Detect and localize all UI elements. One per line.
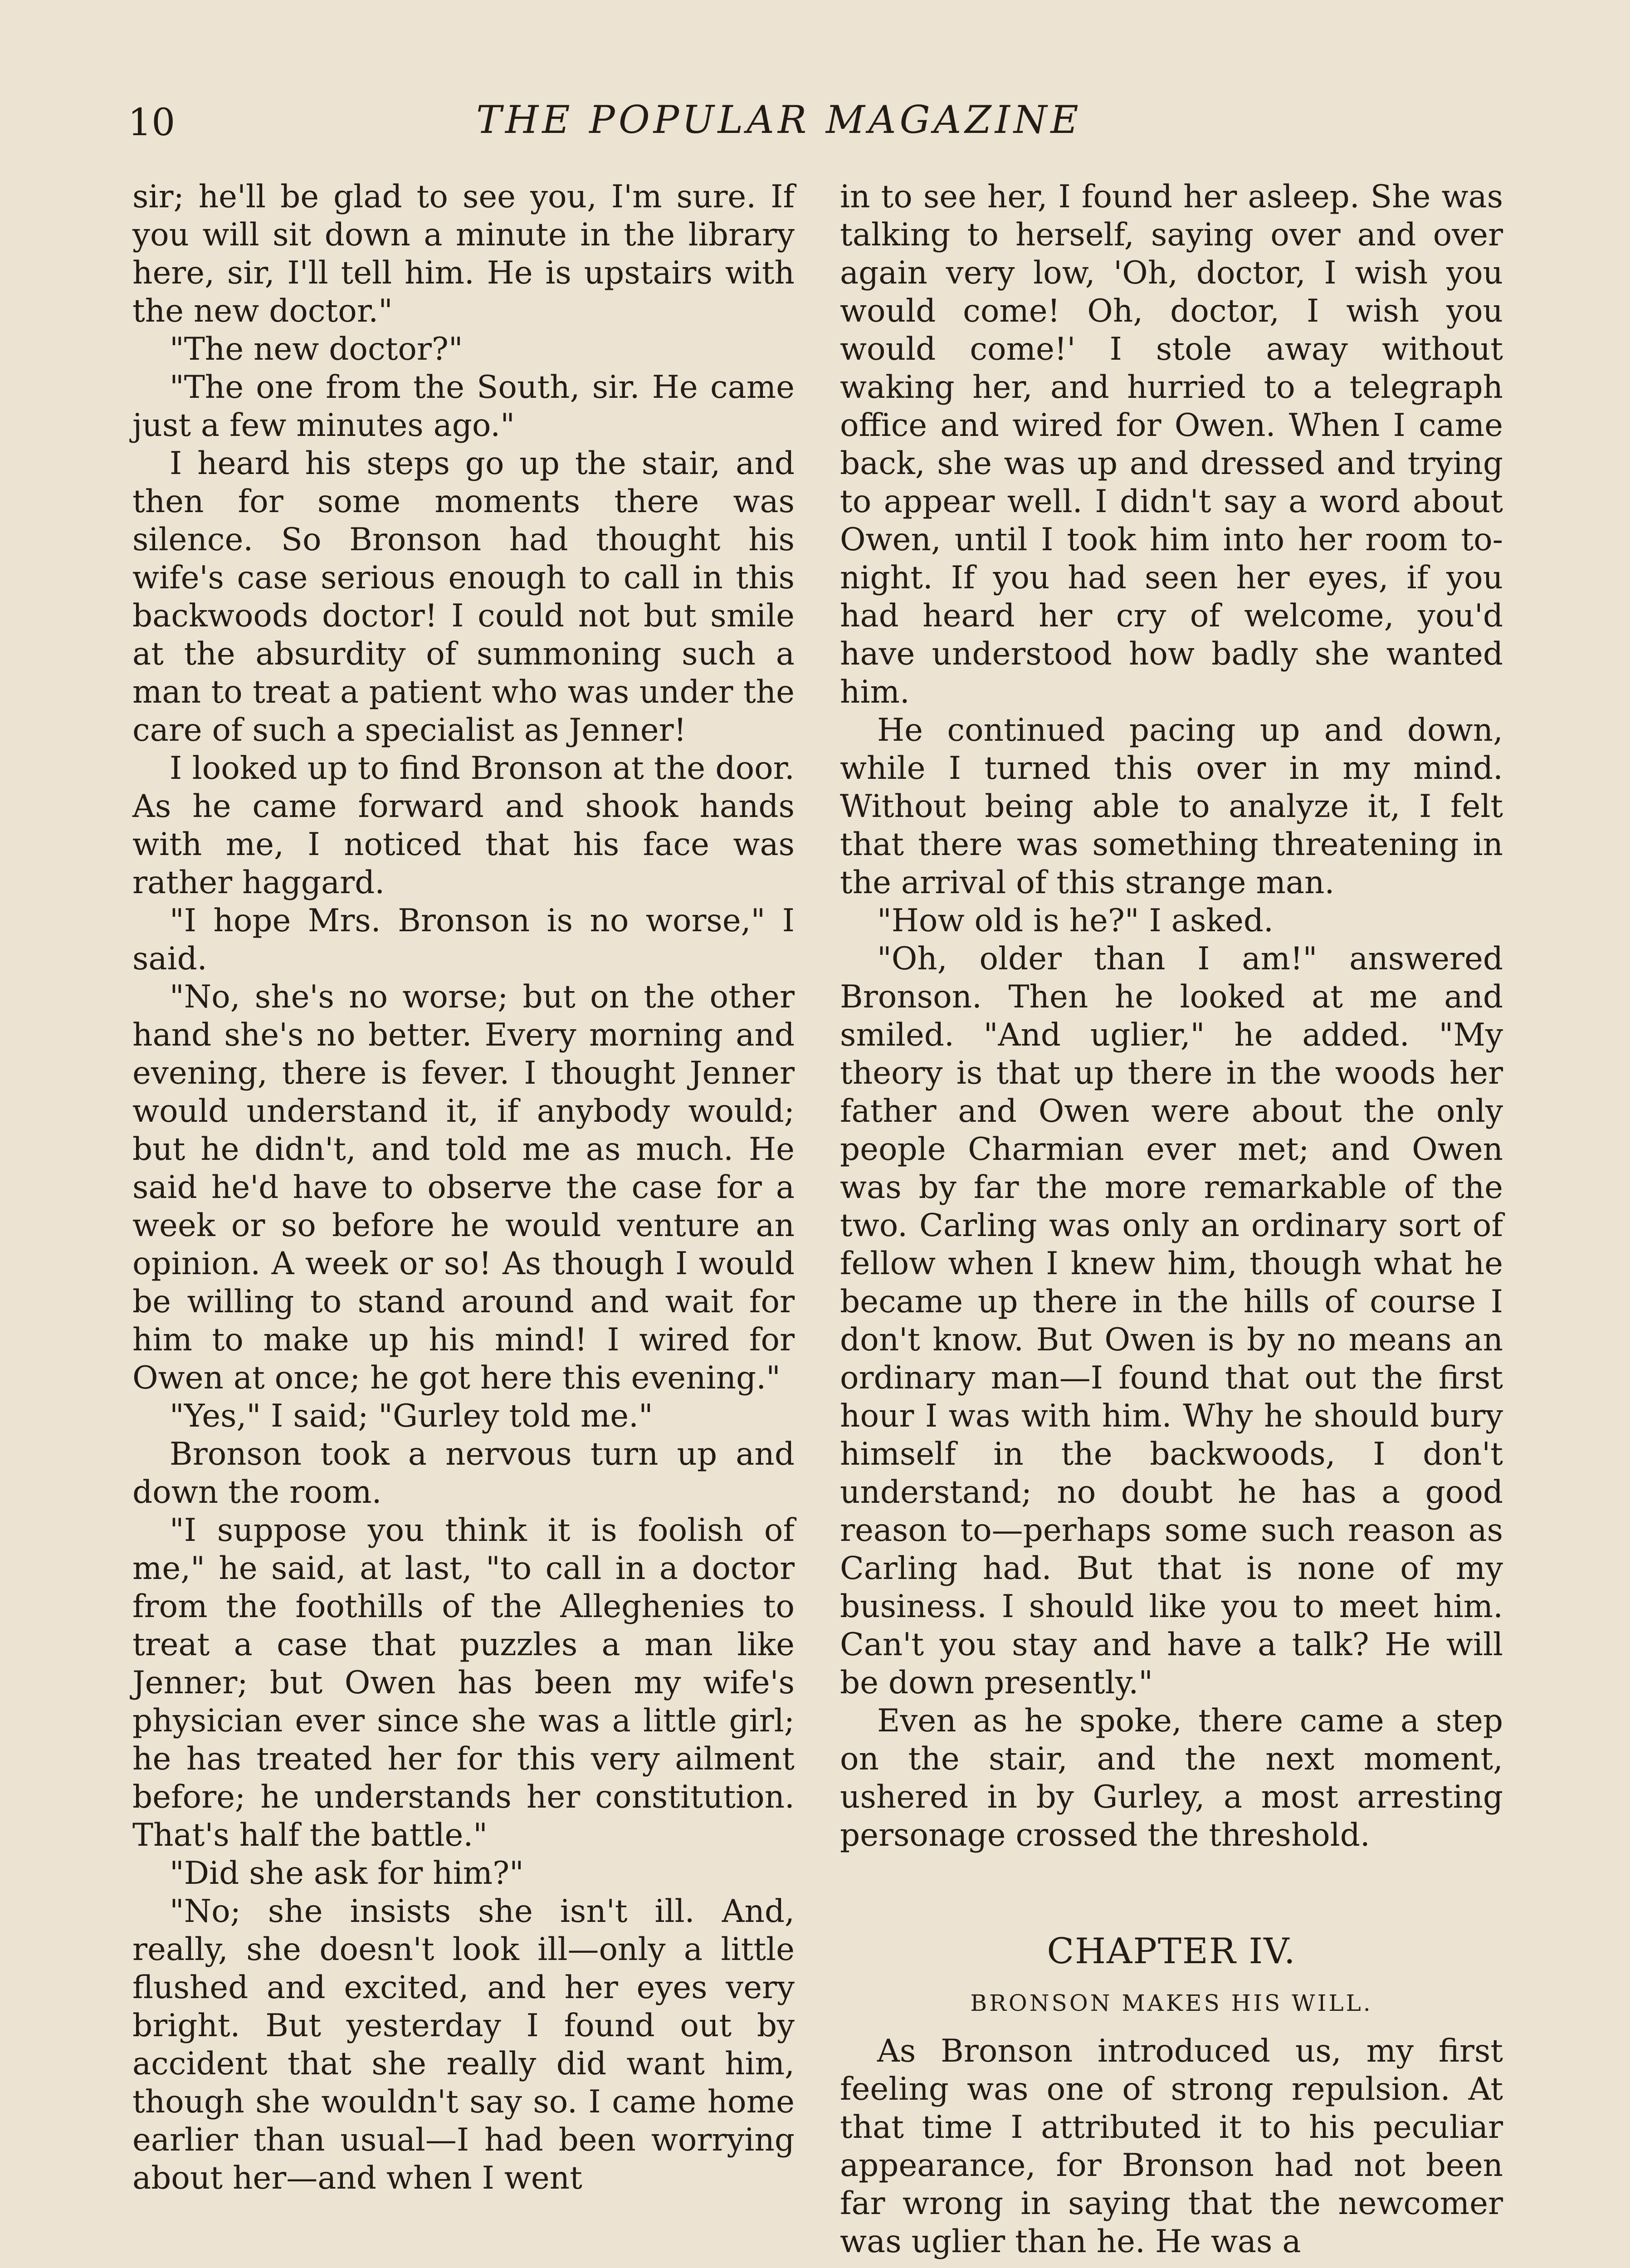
paragraph: "Did she ask for him?" — [170, 1855, 524, 1892]
paragraph: "How old is he?" I asked. — [877, 903, 1274, 939]
right-column — [840, 178, 1503, 2261]
paragraph: "No, she's no worse; but on the other hand she's no better. Every morning and evening, there is fever. I thought Jenner would understand it, if anybody would; but he didn't, and told me as much. He said he'd have to observe the case for a week or so before he would venture an opinion. A week or so! As though I would be willing to stand around and wait for him to make up his mind! I wired for Owen at once; he got here this evening." — [132, 979, 795, 1396]
paragraph: I looked up to find Bronson at the door. As he came forward and shook hands with me, I noticed that his face was rather haggard. — [132, 750, 795, 901]
paragraph: Bronson took a nervous turn up and down the room. — [132, 1436, 795, 1510]
left-column — [132, 178, 795, 2197]
paragraph: "No; she insists she isn't ill. And, really, she doesn't look ill—only a little flushed and excited, and her eyes very bright. But yesterday I found out by accident that she really did want him, though she wouldn't say so. I came home earlier than usual—I had been worrying about her—and when I went — [132, 1893, 795, 2196]
paragraph: Even as he spoke, there came a step on the stair, and the next moment, ushered in by Gurley, a most arresting personage crossed the threshold. — [840, 1703, 1503, 1853]
chapter-subtitle: BRONSON MAKES HIS WILL. — [970, 1990, 1373, 2016]
paragraph: sir; he'll be glad to see you, I'm sure. If you will sit down a minute in the library here, sir, I'll tell him. He is upstairs with the new doctor." — [132, 179, 795, 329]
running-title: THE POPULAR MAGAZINE — [476, 98, 1082, 142]
paragraph: in to see her, I found her asleep. She was talking to herself, saying over and over again very low, 'Oh, doctor, I wish you would come! Oh, doctor, I wish you would come!' I stole away without waking her, and hurried to a telegraph office and wired for Owen. When I came back, she was up and dressed and trying to appear well. I didn't say a word about Owen, until I took him into her room to-night. If you had seen her eyes, if you had heard her cry of welcome, you'd have understood how badly she wanted him. — [840, 179, 1503, 710]
paragraph: "The one from the South, sir. He came just a few minutes ago." — [132, 369, 795, 444]
page-number: 10 — [128, 101, 176, 144]
paragraph: He continued pacing up and down, while I turned this over in my mind. Without being able to analyze it, I felt that there was something threatening in the arrival of this strange man. — [840, 712, 1503, 901]
paragraph: "Oh, older than I am!" answered Bronson. Then he looked at me and smiled. "And uglier," he added. "My theory is that up there in the woods her father and Owen were about the only people Charmian ever met; and Owen was by far the more remarkable of the two. Carling was only an ordinary sort of fellow when I knew him, though what he became up there in the hills of course I don't know. But Owen is by no means an ordinary man—I found that out the first hour I was with him. Why he should bury himself in the backwoods, I don't understand; no doubt he has a good reason to—perhaps some such reason as Carling had. But that is none of my business. I should like you to meet him. Can't you stay and have a talk? He will be down presently." — [840, 941, 1503, 1701]
paragraph: "I suppose you think it is foolish of me," he said, at last, "to call in a doctor from the foothills of the Alleghenies to treat a case that puzzles a man like Jenner; but Owen has been my wife's physician ever since she was a little girl; he has treated her for this very ailment before; he understands her constitution. That's half the battle." — [132, 1512, 795, 1853]
paragraph: I heard his steps go up the stair, and then for some moments there was silence. So Bronson had thought his wife's case serious enough to call in this backwoods doctor! I could not but smile at the absurdity of summoning such a man to treat a patient who was under the care of such a specialist as Jenner! — [132, 445, 795, 748]
paragraph: "The new doctor?" — [170, 331, 463, 367]
paragraph: As Bronson introduced us, my first feeling was one of strong repulsion. At that time I attributed it to his peculiar appearance, for Bronson had not been far wrong in saying that the newcomer was uglier than he. He was a — [840, 2033, 1503, 2260]
paragraph: "I hope Mrs. Bronson is no worse," I said. — [132, 903, 795, 977]
chapter-heading: CHAPTER IV. — [1047, 1931, 1296, 1972]
paragraph: "Yes," I said; "Gurley told me." — [170, 1398, 653, 1434]
